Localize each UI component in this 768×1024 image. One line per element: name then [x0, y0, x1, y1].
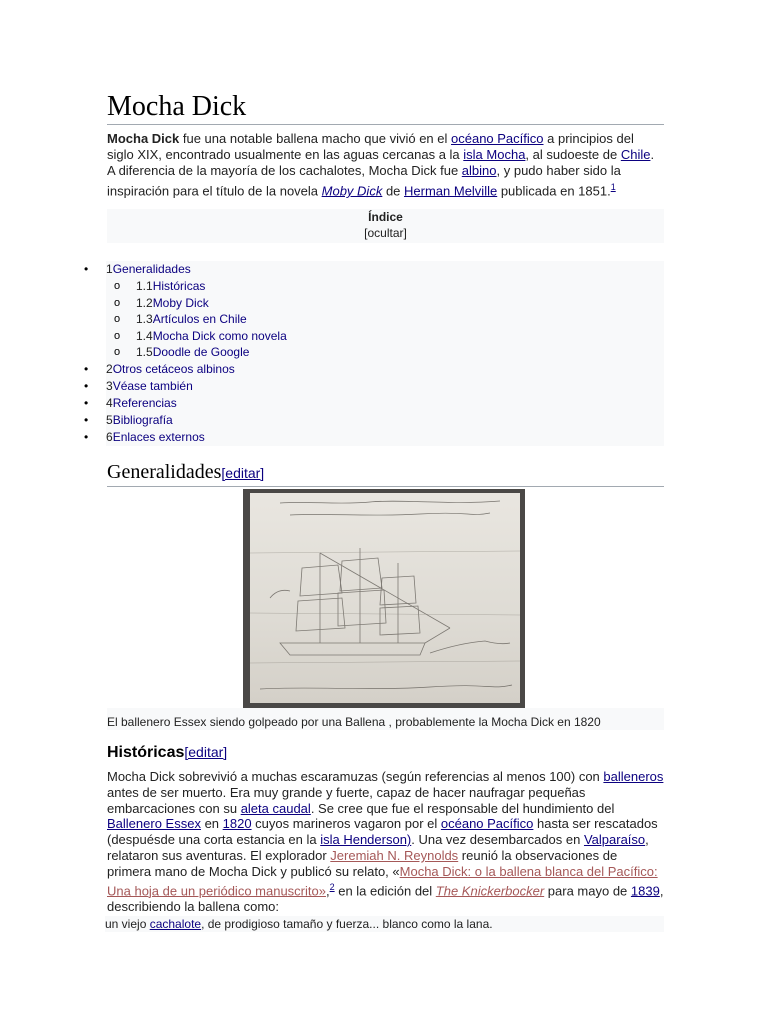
link-isla-henderson[interactable]: isla Henderson) — [320, 832, 412, 848]
toc-number: 1.4 — [136, 328, 153, 343]
toc-item[interactable] — [106, 395, 664, 412]
toc-number: 4 — [106, 395, 113, 410]
toc-link[interactable]: Doodle de Google — [152, 345, 250, 359]
body-text: . Una vez desembarcados en — [411, 832, 584, 848]
blockquote — [105, 916, 664, 932]
reference-2[interactable]: 2 — [329, 881, 335, 892]
toc-number: 3 — [106, 378, 113, 393]
toc-item[interactable] — [106, 412, 664, 429]
toc-header — [107, 209, 664, 243]
toc-number: 1.2 — [136, 295, 153, 310]
essex-manuscript-image[interactable] — [243, 489, 525, 708]
body-text: en — [200, 816, 223, 832]
link-1820[interactable]: 1820 — [222, 816, 252, 832]
toc-subitem[interactable] — [136, 344, 664, 361]
toc-link[interactable]: Enlaces externos — [112, 429, 205, 444]
reference-1[interactable]: 1 — [610, 182, 616, 192]
link-isla-mocha[interactable]: isla Mocha — [463, 147, 526, 162]
toc-number: 1.5 — [136, 345, 153, 359]
link-aleta-caudal[interactable]: aleta caudal — [240, 800, 311, 816]
link-the-knickerbocker[interactable]: The Knickerbocker — [435, 882, 545, 898]
intro-text: de — [382, 183, 405, 199]
caption-text: El ballenero Essex siendo golpeado por una Ballena , probablemente la Mocha Dick en 1820 — [107, 715, 601, 729]
body-text: , — [325, 882, 330, 898]
toc-link[interactable]: Bibliografía — [112, 412, 173, 427]
section-title: Generalidades — [107, 461, 222, 483]
toc-hide-toggle[interactable]: [ocultar] — [364, 226, 407, 240]
section-heading-generalidades — [107, 460, 664, 487]
toc-subitem[interactable] — [136, 328, 664, 345]
link-oceano-pacifico[interactable]: océano Pacífico — [440, 816, 534, 832]
toc-number: 6 — [106, 429, 113, 444]
link-mocha-dick-article[interactable]: Mocha Dick: o la ballena blanca del Pacífico: Una hoja de un periódico manuscrito» — [107, 863, 658, 898]
toc-subitem[interactable] — [136, 311, 664, 328]
table-of-contents — [84, 261, 664, 446]
toc-link[interactable]: Artículos en Chile — [152, 312, 247, 326]
quote-text: un viejo — [105, 917, 150, 931]
toc-link[interactable]: Históricas — [152, 279, 206, 293]
body-text: , relataron sus aventuras. El explorador — [107, 832, 649, 863]
link-herman-melville[interactable]: Herman Melville — [404, 183, 498, 199]
page-title: Mocha Dick — [107, 90, 664, 125]
toc-link[interactable]: Mocha Dick como novela — [152, 328, 287, 343]
toc-item[interactable] — [106, 261, 664, 361]
intro-bold-term: Mocha Dick — [107, 131, 180, 146]
body-text: antes de ser muerto. Era muy grande y fuerte, capaz de hacer naufragar pequeñas embarcaciones con su — [107, 784, 586, 816]
intro-text: , y pudo haber sido la inspiración para el título de la novela — [107, 163, 621, 199]
link-ballenero-essex[interactable]: Ballenero Essex — [107, 816, 201, 832]
link-jeremiah-reynolds[interactable]: Jeremiah N. Reynolds — [330, 847, 459, 863]
toc-link[interactable]: Generalidades — [112, 262, 191, 276]
toc-link[interactable]: Otros cetáceos albinos — [112, 361, 235, 376]
link-balleneros[interactable]: balleneros — [603, 769, 664, 784]
toc-link[interactable]: Moby Dick — [152, 295, 209, 310]
link-valparaiso[interactable]: Valparaíso — [583, 832, 646, 848]
toc-link[interactable]: Referencias — [112, 395, 177, 410]
edit-section-link[interactable]: [editar] — [184, 744, 228, 760]
body-text: para mayo de — [544, 882, 631, 898]
body-text: . Se cree que fue el responsable del hundimiento del — [310, 800, 615, 816]
intro-text: . A diferencia de la mayoría de los cachalotes, Mocha Dick fue — [107, 147, 655, 178]
manuscript-paper — [250, 493, 520, 703]
section-heading-historicas — [107, 741, 227, 764]
link-1839[interactable]: 1839 — [630, 882, 660, 898]
toc-subitem[interactable] — [136, 295, 664, 312]
body-text: hasta ser rescatados (despuésde una corta estancia en la — [107, 816, 658, 848]
intro-text: publicada en 1851. — [497, 183, 611, 199]
intro-text: , al sudoeste de — [525, 147, 621, 162]
image-caption — [107, 708, 664, 730]
link-albino[interactable]: albino — [461, 163, 497, 178]
link-oceano-pacifico[interactable]: océano Pacífico — [451, 131, 544, 146]
body-text: Mocha Dick sobrevivió a muchas escaramuzas (según referencias al menos 100) con — [107, 769, 604, 784]
link-moby-dick[interactable]: Moby Dick — [321, 183, 383, 199]
intro-paragraph — [107, 131, 664, 199]
toc-number: 1 — [106, 262, 113, 276]
historicas-paragraph — [107, 769, 664, 915]
link-chile[interactable]: Chile — [620, 147, 651, 162]
body-text: , describiendo la ballena como: — [107, 882, 664, 914]
toc-link[interactable]: Véase también — [112, 378, 193, 393]
body-text: reunió la observaciones de primera mano de Mocha Dick y publicó su relato, « — [107, 847, 618, 879]
toc-number: 2 — [106, 361, 113, 376]
section-title: Históricas — [107, 744, 185, 761]
toc-number: 1.3 — [136, 312, 153, 326]
body-text: en la edición del — [334, 882, 436, 898]
toc-sublist — [106, 278, 664, 361]
toc-item[interactable] — [106, 361, 664, 378]
toc-item[interactable] — [106, 429, 664, 446]
edit-section-link[interactable]: [editar] — [221, 465, 265, 481]
toc-item[interactable] — [106, 378, 664, 395]
toc-number: 5 — [106, 412, 113, 427]
intro-text: fue una notable ballena macho que vivió en el — [179, 131, 451, 146]
toc-number: 1.1 — [136, 279, 153, 293]
quote-text: , de prodigioso tamaño y fuerza... blanco como la lana. — [201, 917, 493, 931]
intro-text: a principios del siglo XIX, encontrado usualmente en las aguas cercanas a la — [107, 131, 634, 162]
toc-subitem[interactable] — [136, 278, 664, 295]
toc-title: Índice — [368, 210, 403, 224]
body-text: cuyos marineros vagaron por el — [251, 816, 441, 832]
ship-sketch-drawing — [250, 493, 520, 703]
link-cachalote[interactable]: cachalote — [149, 917, 202, 931]
